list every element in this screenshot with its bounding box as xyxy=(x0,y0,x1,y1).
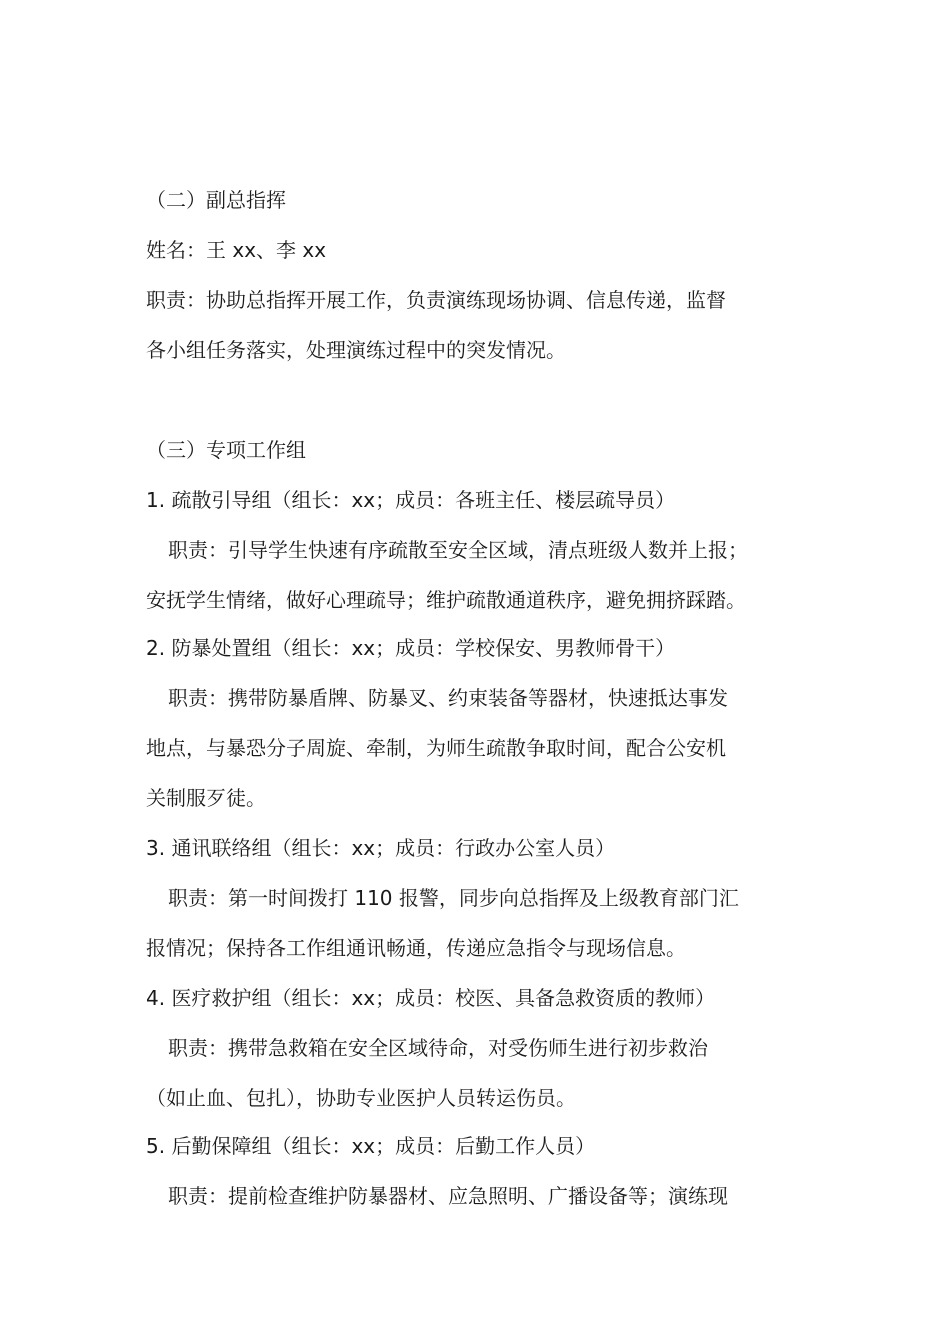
deputy-duty-line-2: 各小组任务落实，处理演练过程中的突发情况。 xyxy=(146,338,566,362)
group-title-logistics: 5. 后勤保障组（组长：xx；成员：后勤工作人员） xyxy=(146,1134,596,1158)
group-duty-line: 关制服歹徒。 xyxy=(146,786,266,810)
deputy-names: 姓名：王 xx、李 xx xyxy=(146,238,327,262)
group-duty-line: 职责：携带急救箱在安全区域待命，对受伤师生进行初步救治 xyxy=(168,1036,708,1060)
group-title-evacuation: 1. 疏散引导组（组长：xx；成员：各班主任、楼层疏导员） xyxy=(146,488,676,512)
group-duty-line: （如止血、包扎），协助专业医护人员转运伤员。 xyxy=(146,1086,576,1110)
deputy-duty-line-1: 职责：协助总指挥开展工作，负责演练现场协调、信息传递，监督 xyxy=(146,288,726,312)
group-duty-line: 报情况；保持各工作组通讯畅通，传递应急指令与现场信息。 xyxy=(146,936,686,960)
group-title-riot-response: 2. 防暴处置组（组长：xx；成员：学校保安、男教师骨干） xyxy=(146,636,676,660)
group-duty-line: 职责：第一时间拨打 110 报警，同步向总指挥及上级教育部门汇 xyxy=(168,886,739,910)
section-heading-deputy-commander: （二）副总指挥 xyxy=(146,188,286,212)
group-duty-line: 职责：携带防暴盾牌、防暴叉、约束装备等器材，快速抵达事发 xyxy=(168,686,728,710)
section-heading-work-groups: （三）专项工作组 xyxy=(146,438,306,462)
group-title-communications: 3. 通讯联络组（组长：xx；成员：行政办公室人员） xyxy=(146,836,616,860)
group-duty-line: 职责：提前检查维护防暴器材、应急照明、广播设备等；演练现 xyxy=(168,1184,728,1208)
group-duty-line: 地点，与暴恐分子周旋、牵制，为师生疏散争取时间，配合公安机 xyxy=(146,736,726,760)
group-duty-line: 安抚学生情绪，做好心理疏导；维护疏散通道秩序，避免拥挤踩踏。 xyxy=(146,588,746,612)
group-duty-line: 职责：引导学生快速有序疏散至安全区域，清点班级人数并上报； xyxy=(168,538,748,562)
group-title-medical: 4. 医疗救护组（组长：xx；成员：校医、具备急救资质的教师） xyxy=(146,986,716,1010)
